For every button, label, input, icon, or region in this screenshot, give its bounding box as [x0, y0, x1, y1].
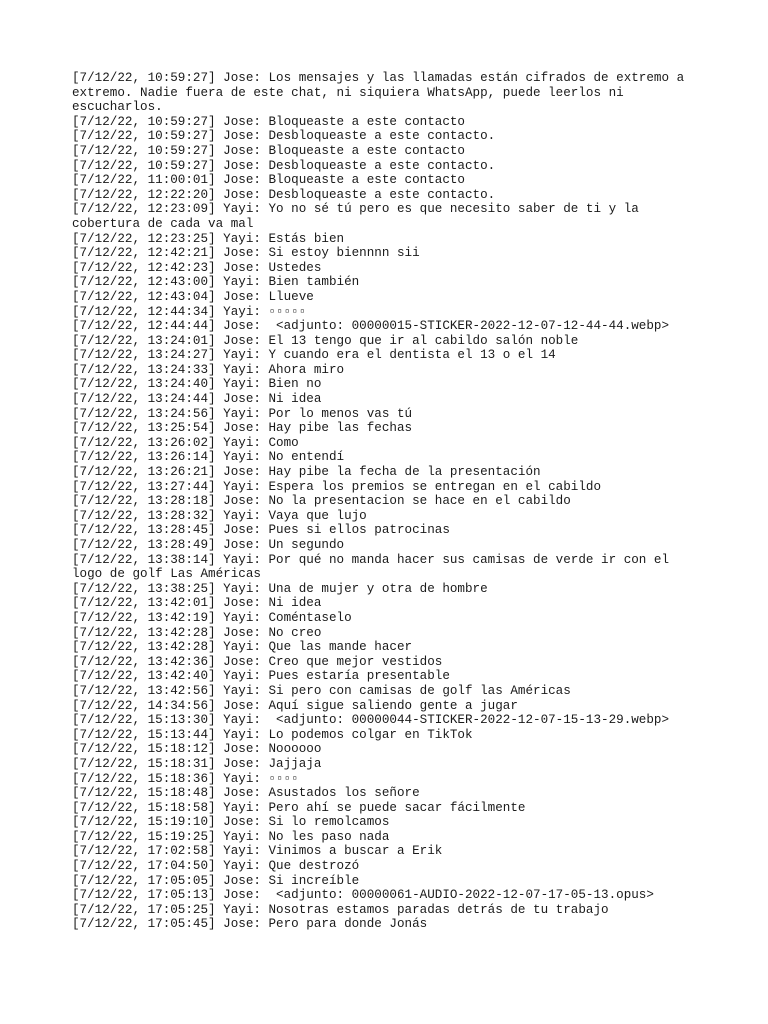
- message-line: [7/12/22, 17:05:25] Yayi: Nosotras estamos paradas detrás de tu trabajo: [72, 902, 609, 917]
- message-line: [7/12/22, 12:43:04] Jose: Llueve: [72, 289, 314, 304]
- message-line: [7/12/22, 12:22:20] Jose: Desbloqueaste a este contacto.: [72, 187, 496, 202]
- message-line: [7/12/22, 13:24:56] Yayi: Por lo menos vas tú: [72, 406, 413, 421]
- message-line: [7/12/22, 13:28:45] Jose: Pues si ellos patrocinas: [72, 523, 450, 538]
- message-line: [7/12/22, 10:59:27] Jose: Los mensajes y las llamadas están cifrados de extremo a extremo. Nadie fuera de este chat, ni siquiera WhatsApp, puede leerlos ni escucharlos.: [72, 71, 692, 115]
- message-line: [7/12/22, 13:38:14] Yayi: Por qué no manda hacer sus camisas de verde ir con el logo de golf Las Américas: [72, 552, 677, 582]
- message-line: [7/12/22, 13:42:56] Yayi: Si pero con camisas de golf las Américas: [72, 683, 571, 698]
- message-line: [7/12/22, 11:00:01] Jose: Bloqueaste a este contacto: [72, 173, 465, 188]
- message-line: [7/12/22, 15:18:58] Yayi: Pero ahí se puede sacar fácilmente: [72, 800, 526, 815]
- message-line: [7/12/22, 17:05:45] Jose: Pero para donde Jonás: [72, 917, 428, 932]
- message-line: [7/12/22, 14:34:56] Jose: Aquí sigue saliendo gente a jugar: [72, 698, 518, 713]
- message-line: [7/12/22, 13:42:36] Jose: Creo que mejor vestidos: [72, 654, 443, 669]
- message-line: [7/12/22, 13:24:44] Jose: Ni idea: [72, 392, 322, 407]
- message-line: [7/12/22, 15:13:44] Yayi: Lo podemos colgar en TikTok: [72, 727, 473, 742]
- message-line: [7/12/22, 13:24:33] Yayi: Ahora miro: [72, 362, 345, 377]
- message-line: [7/12/22, 15:18:12] Jose: Noooooo: [72, 742, 322, 757]
- message-line: [7/12/22, 17:04:50] Yayi: Que destrozó: [72, 859, 360, 874]
- message-line: [7/12/22, 13:42:01] Jose: Ni idea: [72, 596, 322, 611]
- message-line: [7/12/22, 13:42:28] Jose: No creo: [72, 625, 322, 640]
- message-line: [7/12/22, 10:59:27] Jose: Desbloqueaste a este contacto.: [72, 129, 496, 144]
- message-line: [7/12/22, 12:44:44] Jose: <adjunto: 00000015-STICKER-2022-12-07-12-44-44.webp>: [72, 319, 670, 334]
- message-line: [7/12/22, 17:02:58] Yayi: Vinimos a buscar a Erik: [72, 844, 443, 859]
- message-line: [7/12/22, 12:43:00] Yayi: Bien también: [72, 275, 360, 290]
- message-line: [7/12/22, 13:38:25] Yayi: Una de mujer y otra de hombre: [72, 581, 488, 596]
- message-line: [7/12/22, 13:28:32] Yayi: Vaya que lujo: [72, 508, 367, 523]
- message-line: [7/12/22, 10:59:27] Jose: Bloqueaste a este contacto: [72, 114, 465, 129]
- message-line: [7/12/22, 15:13:30] Yayi: <adjunto: 00000044-STICKER-2022-12-07-15-13-29.webp>: [72, 713, 670, 728]
- message-line: [7/12/22, 12:44:34] Yayi: ▫▫▫▫▫: [72, 304, 307, 319]
- message-line: [7/12/22, 13:25:54] Jose: Hay pibe las fechas: [72, 421, 413, 436]
- message-line: [7/12/22, 12:23:25] Yayi: Estás bien: [72, 231, 345, 246]
- message-line: [7/12/22, 13:26:02] Yayi: Como: [72, 435, 299, 450]
- message-line: [7/12/22, 13:28:18] Jose: No la presentacion se hace en el cabildo: [72, 494, 571, 509]
- message-line: [7/12/22, 13:24:01] Jose: El 13 tengo que ir al cabildo salón noble: [72, 333, 579, 348]
- message-line: [7/12/22, 13:27:44] Yayi: Espera los premios se entregan en el cabildo: [72, 479, 602, 494]
- message-line: [7/12/22, 13:42:40] Yayi: Pues estaría presentable: [72, 669, 450, 684]
- message-line: [7/12/22, 10:59:27] Jose: Bloqueaste a este contacto: [72, 143, 465, 158]
- message-line: [7/12/22, 15:18:36] Yayi: ▫▫▫▫: [72, 771, 299, 786]
- message-line: [7/12/22, 15:18:31] Jose: Jajjaja: [72, 756, 322, 771]
- message-line: [7/12/22, 17:05:13] Jose: <adjunto: 00000061-AUDIO-2022-12-07-17-05-13.opus>: [72, 888, 654, 903]
- message-line: [7/12/22, 13:28:49] Jose: Un segundo: [72, 538, 345, 552]
- message-line: [7/12/22, 15:19:25] Yayi: No les paso nada: [72, 829, 390, 844]
- message-line: [7/12/22, 12:42:23] Jose: Ustedes: [72, 260, 322, 275]
- message-line: [7/12/22, 12:23:09] Yayi: Yo no sé tú pero es que necesito saber de ti y la cobertura de cada va mal: [72, 202, 647, 231]
- message-line: [7/12/22, 13:26:21] Jose: Hay pibe la fecha de la presentación: [72, 465, 541, 480]
- message-line: [7/12/22, 15:19:10] Jose: Si lo remolcamos: [72, 815, 390, 830]
- message-line: [7/12/22, 10:59:27] Jose: Desbloqueaste a este contacto.: [72, 158, 496, 173]
- message-line: [7/12/22, 13:24:27] Yayi: Y cuando era el dentista el 13 o el 14: [72, 348, 556, 363]
- message-line: [7/12/22, 15:18:48] Jose: Asustados los señore: [72, 786, 420, 801]
- message-line: [7/12/22, 13:26:14] Yayi: No entendí: [72, 450, 345, 465]
- message-line: [7/12/22, 17:05:05] Jose: Si increíble: [72, 873, 360, 888]
- message-line: [7/12/22, 12:42:21] Jose: Si estoy biennnn sii: [72, 246, 420, 261]
- message-line: [7/12/22, 13:42:28] Yayi: Que las mande hacer: [72, 640, 413, 655]
- message-line: [7/12/22, 13:42:19] Yayi: Coméntaselo: [72, 610, 352, 625]
- message-line: [7/12/22, 13:24:40] Yayi: Bien no: [72, 377, 322, 392]
- chat-transcript: [72, 71, 702, 932]
